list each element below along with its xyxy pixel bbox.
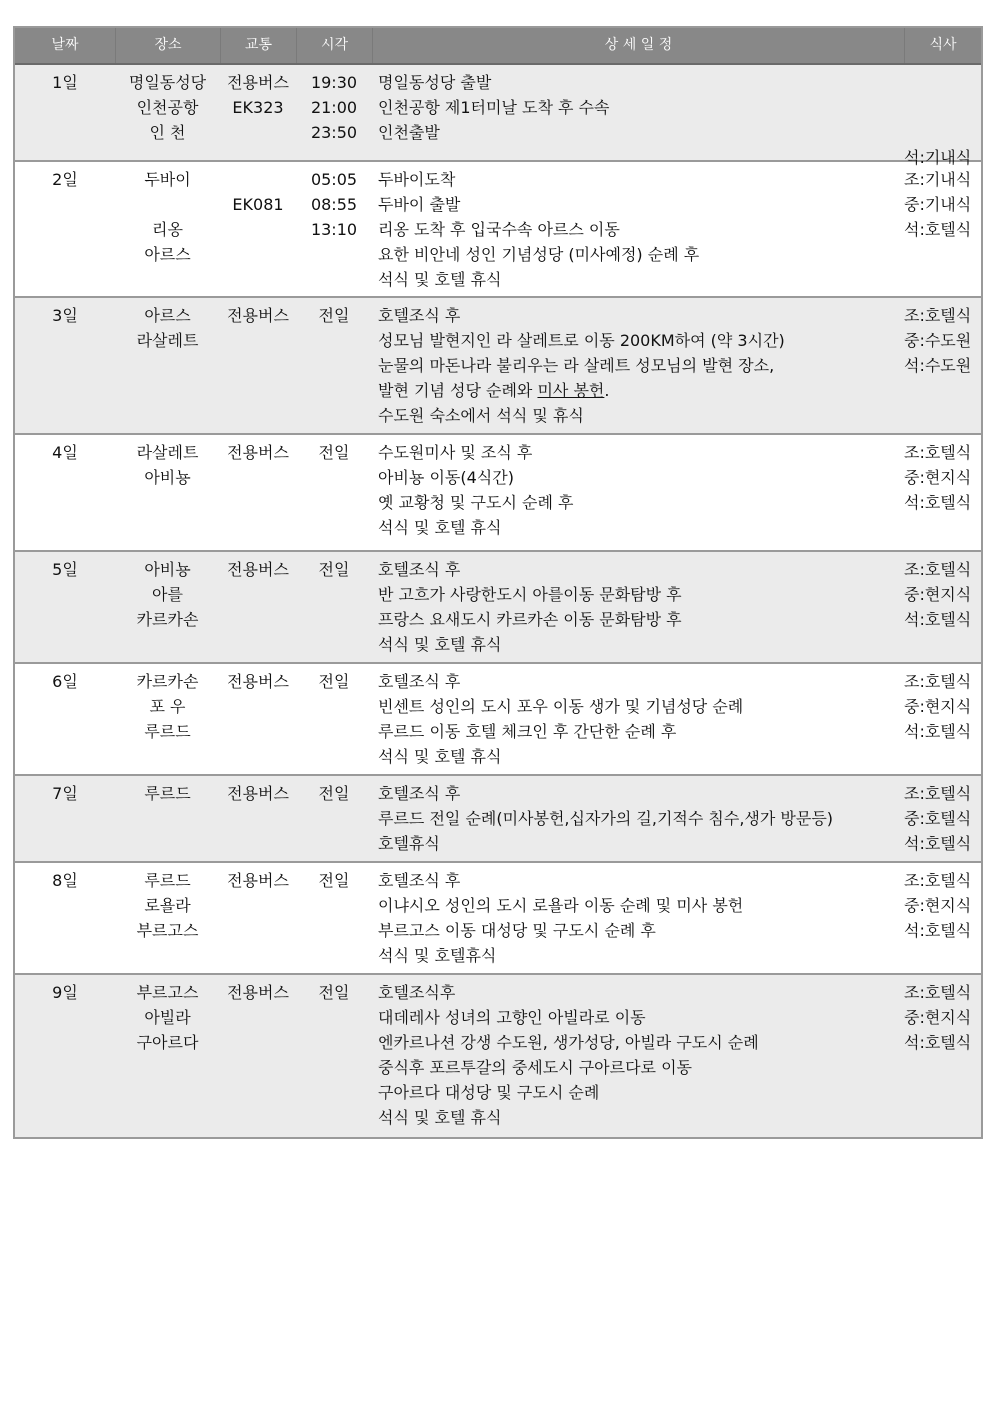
table-row — [15, 65, 981, 167]
place-cell — [115, 664, 220, 774]
day-cell — [15, 435, 115, 550]
details-cell-line: 발현 기념 성당 순례와 미사 봉헌. — [378, 381, 610, 400]
day-cell-line: 7일 — [52, 784, 78, 803]
time-cell-line: 전일 — [318, 672, 350, 691]
place-cell-line: 부르고스 — [136, 983, 199, 1002]
place-cell-line: 명일동성당 — [128, 73, 207, 92]
time-cell — [296, 298, 372, 433]
header-time: 시각 — [296, 28, 372, 63]
details-cell-line: 호텔조식 후 — [378, 784, 461, 803]
meals-cell — [904, 552, 981, 662]
place-cell — [115, 65, 220, 160]
place-cell-line: 리옹 — [152, 220, 183, 239]
time-cell-line: 19:30 — [310, 73, 358, 92]
details-cell-line: 호텔휴식 — [378, 834, 440, 853]
meals-cell-line: 석:호텔식 — [904, 493, 972, 512]
meals-cell — [904, 298, 981, 433]
details-cell-line: 석식 및 호텔 휴식 — [378, 635, 502, 654]
details-cell — [372, 776, 904, 861]
place-cell-line: 부르고스 — [136, 921, 199, 940]
meals-cell-line: 조:호텔식 — [904, 784, 972, 803]
meals-cell-line: 석:호텔식 — [904, 921, 972, 940]
details-cell — [372, 298, 904, 433]
meals-cell-line: 중:현지식 — [904, 697, 972, 716]
place-cell-line: 인 천 — [149, 123, 186, 142]
details-cell-line: 루르드 이동 호텔 체크인 후 간단한 순례 후 — [378, 722, 677, 741]
day-cell-line: 9일 — [52, 983, 78, 1002]
itinerary-table — [13, 26, 983, 1139]
place-cell-line: 루르드 — [144, 722, 191, 741]
day-cell — [15, 552, 115, 662]
details-cell — [372, 975, 904, 1137]
details-cell-line: 인천출발 — [378, 123, 440, 142]
header-place: 장소 — [115, 28, 220, 63]
day-cell-line: 6일 — [52, 672, 78, 691]
meals-cell-line: 조:호텔식 — [904, 983, 972, 1002]
details-cell-line: 석식 및 호텔 휴식 — [378, 1108, 502, 1127]
time-cell-line: 13:10 — [310, 220, 358, 239]
day-cell-line: 2일 — [52, 170, 78, 189]
meals-cell-line: 석:호텔식 — [904, 1033, 972, 1052]
place-cell-line: 루르드 — [144, 871, 191, 890]
details-cell-line: 프랑스 요새도시 카르카손 이동 문화탐방 후 — [378, 610, 682, 629]
place-cell — [115, 162, 220, 296]
details-cell-line: 명일동성당 출발 — [378, 73, 492, 92]
time-cell-line: 전일 — [318, 560, 350, 579]
details-cell-line: 성모님 발현지인 라 살레트로 이동 200KM하여 (약 3시간) — [378, 331, 785, 350]
time-cell — [296, 664, 372, 774]
transport-cell — [220, 552, 296, 662]
header-transport: 교통 — [220, 28, 296, 63]
details-cell-line: 루르드 전일 순례(미사봉헌,십자가의 길,기적수 침수,생가 방문등) — [378, 809, 834, 828]
details-cell-line: 대데레사 성녀의 고향인 아빌라로 이동 — [378, 1008, 646, 1027]
meals-cell-line: 조:호텔식 — [904, 443, 972, 462]
day-cell-line: 3일 — [52, 306, 78, 325]
meals-cell-line: 중:현지식 — [904, 468, 972, 487]
transport-cell — [220, 435, 296, 550]
details-cell-line: 석식 및 호텔 휴식 — [378, 518, 502, 537]
table-row — [15, 863, 981, 975]
details-cell — [372, 664, 904, 774]
details-cell-line: 수도원 숙소에서 석식 및 휴식 — [378, 406, 584, 425]
meals-cell-line: 조:호텔식 — [904, 871, 972, 890]
table-row — [15, 664, 981, 776]
day-cell — [15, 65, 115, 160]
details-cell-line: 중식후 포르투갈의 중세도시 구아르다로 이동 — [378, 1058, 693, 1077]
meals-cell-line — [904, 70, 971, 95]
place-cell-line — [115, 192, 220, 217]
time-cell-line: 전일 — [318, 983, 350, 1002]
header-details: 상 세 일 정 — [372, 28, 904, 63]
transport-cell-line: 전용버스 — [227, 73, 289, 92]
meals-cell-line: 석:기내식 — [904, 148, 972, 167]
day-cell-line: 5일 — [52, 560, 78, 579]
transport-cell-line: EK081 — [232, 195, 284, 214]
table-row — [15, 975, 981, 1137]
time-cell — [296, 435, 372, 550]
day-cell — [15, 664, 115, 774]
transport-cell-line: 전용버스 — [227, 784, 289, 803]
meals-cell — [904, 435, 981, 550]
time-cell — [296, 65, 372, 160]
details-cell-line: 석식 및 호텔휴식 — [378, 946, 497, 965]
time-cell-line: 전일 — [318, 443, 350, 462]
details-cell-line: 옛 교황청 및 구도시 순례 후 — [378, 493, 574, 512]
details-cell-line: 두바이도착 — [378, 170, 456, 189]
place-cell-line: 아빌라 — [144, 1008, 191, 1027]
day-cell — [15, 298, 115, 433]
details-cell-line: 호텔조식 후 — [378, 306, 461, 325]
details-cell-line: 인천공항 제1터미날 도착 후 수속 — [378, 98, 610, 117]
transport-cell — [220, 776, 296, 861]
transport-cell-line: 전용버스 — [227, 983, 289, 1002]
details-cell-line: 리옹 도착 후 입국수속 아르스 이동 — [378, 220, 620, 239]
place-cell-line: 인천공항 — [136, 98, 199, 117]
day-cell-line: 8일 — [52, 871, 78, 890]
place-cell-line: 두바이 — [144, 170, 191, 189]
transport-cell-line — [220, 167, 296, 192]
meals-cell-line: 중:수도원 — [904, 331, 972, 350]
transport-cell-line: 전용버스 — [227, 871, 289, 890]
time-cell — [296, 776, 372, 861]
details-cell — [372, 65, 904, 160]
meals-cell-line: 중:현지식 — [904, 585, 972, 604]
meals-cell-line: 조:호텔식 — [904, 672, 972, 691]
meals-cell — [904, 776, 981, 861]
table-row — [15, 435, 981, 552]
meals-cell — [904, 65, 981, 167]
day-cell-line: 1일 — [52, 73, 78, 92]
details-cell-line: 석식 및 호텔 휴식 — [378, 270, 502, 289]
meals-cell — [904, 162, 981, 296]
meals-cell — [904, 863, 981, 973]
place-cell-line: 포 우 — [149, 697, 186, 716]
place-cell-line: 라살레트 — [136, 443, 199, 462]
place-cell-line: 아를 — [152, 585, 183, 604]
place-cell-line: 구아르다 — [136, 1033, 199, 1052]
details-cell-line: 호텔조식후 — [378, 983, 456, 1002]
meals-cell-line: 중:현지식 — [904, 896, 972, 915]
meals-cell-line: 조:호텔식 — [904, 306, 972, 325]
details-cell — [372, 162, 904, 296]
place-cell-line: 아비뇽 — [144, 560, 191, 579]
transport-cell — [220, 863, 296, 973]
time-cell-line: 08:55 — [310, 195, 358, 214]
details-cell-line: 아비뇽 이동(4식간) — [378, 468, 514, 487]
table-row — [15, 162, 981, 298]
details-cell-line: 반 고흐가 사랑한도시 아를이동 문화탐방 후 — [378, 585, 682, 604]
table-header — [15, 28, 981, 65]
place-cell — [115, 776, 220, 861]
details-cell — [372, 863, 904, 973]
details-cell-line: 호텔조식 후 — [378, 560, 461, 579]
time-cell — [296, 162, 372, 296]
meals-cell-line — [904, 95, 971, 120]
details-cell-line: 호텔조식 후 — [378, 672, 461, 691]
meals-cell-line: 조:기내식 — [904, 170, 972, 189]
place-cell-line: 아르스 — [144, 306, 191, 325]
day-cell — [15, 863, 115, 973]
details-cell-line: 요한 비안네 성인 기념성당 (미사예정) 순례 후 — [378, 245, 700, 264]
transport-cell — [220, 65, 296, 160]
place-cell — [115, 552, 220, 662]
header-day: 날짜 — [51, 37, 79, 53]
table-row — [15, 776, 981, 863]
details-cell-line: 빈센트 성인의 도시 포우 이동 생가 및 기념성당 순례 — [378, 697, 744, 716]
place-cell — [115, 863, 220, 973]
transport-cell-line: 전용버스 — [227, 560, 289, 579]
meals-cell-line: 중:현지식 — [904, 1008, 972, 1027]
underlined-text: 미사 봉헌 — [537, 381, 605, 400]
time-cell-line: 전일 — [318, 784, 350, 803]
place-cell — [115, 435, 220, 550]
meals-cell-line: 조:호텔식 — [904, 560, 972, 579]
details-cell-line: 수도원미사 및 조식 후 — [378, 443, 533, 462]
details-cell-line: 석식 및 호텔 휴식 — [378, 747, 502, 766]
time-cell-line: 21:00 — [310, 98, 358, 117]
meals-cell — [904, 975, 981, 1137]
time-cell-line: 05:05 — [310, 170, 358, 189]
meals-cell-line: 석:호텔식 — [904, 834, 972, 853]
meals-cell-line: 석:호텔식 — [904, 722, 972, 741]
time-cell — [296, 863, 372, 973]
table-row — [15, 298, 981, 435]
day-cell — [15, 776, 115, 861]
details-cell-line: 부르고스 이동 대성당 및 구도시 순례 후 — [378, 921, 656, 940]
details-cell — [372, 552, 904, 662]
transport-cell — [220, 162, 296, 296]
details-cell-line: 이냐시오 성인의 도시 로욜라 이동 순례 및 미사 봉헌 — [378, 896, 744, 915]
time-cell — [296, 975, 372, 1137]
transport-cell — [220, 664, 296, 774]
place-cell-line: 아르스 — [144, 245, 191, 264]
time-cell-line: 전일 — [318, 871, 350, 890]
place-cell-line: 카르카손 — [136, 672, 199, 691]
meals-cell-line: 중:기내식 — [904, 195, 972, 214]
meals-cell — [904, 664, 981, 774]
details-cell — [372, 435, 904, 550]
place-cell — [115, 298, 220, 433]
transport-cell-line: 전용버스 — [227, 306, 289, 325]
meals-cell-line: 석:수도원 — [904, 356, 972, 375]
place-cell-line: 아비뇽 — [144, 468, 191, 487]
day-cell — [15, 975, 115, 1137]
details-cell-line: 호텔조식 후 — [378, 871, 461, 890]
transport-cell-line: 전용버스 — [227, 443, 289, 462]
place-cell-line: 루르드 — [144, 784, 191, 803]
day-cell — [15, 162, 115, 296]
time-cell — [296, 552, 372, 662]
place-cell — [115, 975, 220, 1137]
place-cell-line: 카르카손 — [136, 610, 199, 629]
time-cell-line: 전일 — [318, 306, 350, 325]
meals-cell-line: 중:호텔식 — [904, 809, 972, 828]
meals-cell-line: 석:호텔식 — [904, 220, 972, 239]
transport-cell-line: 전용버스 — [227, 672, 289, 691]
day-cell-line: 4일 — [52, 443, 78, 462]
transport-cell — [220, 298, 296, 433]
place-cell-line: 라살레트 — [136, 331, 199, 350]
header-meals: 식사 — [904, 28, 981, 63]
time-cell-line: 23:50 — [310, 123, 358, 142]
table-body — [15, 65, 981, 1137]
place-cell-line: 로욜라 — [144, 896, 191, 915]
details-cell-line: 두바이 출발 — [378, 195, 461, 214]
meals-cell-line — [904, 120, 971, 145]
table-row — [15, 552, 981, 664]
transport-cell-line: EK323 — [232, 98, 284, 117]
details-cell-line: 구아르다 대성당 및 구도시 순례 — [378, 1083, 600, 1102]
details-cell-line: 엔카르나션 강생 수도원, 생가성당, 아빌라 구도시 순례 — [378, 1033, 759, 1052]
meals-cell-line: 석:호텔식 — [904, 610, 972, 629]
details-cell-line: 눈물의 마돈나라 불리우는 라 살레트 성모님의 발현 장소, — [378, 356, 775, 375]
transport-cell — [220, 975, 296, 1137]
